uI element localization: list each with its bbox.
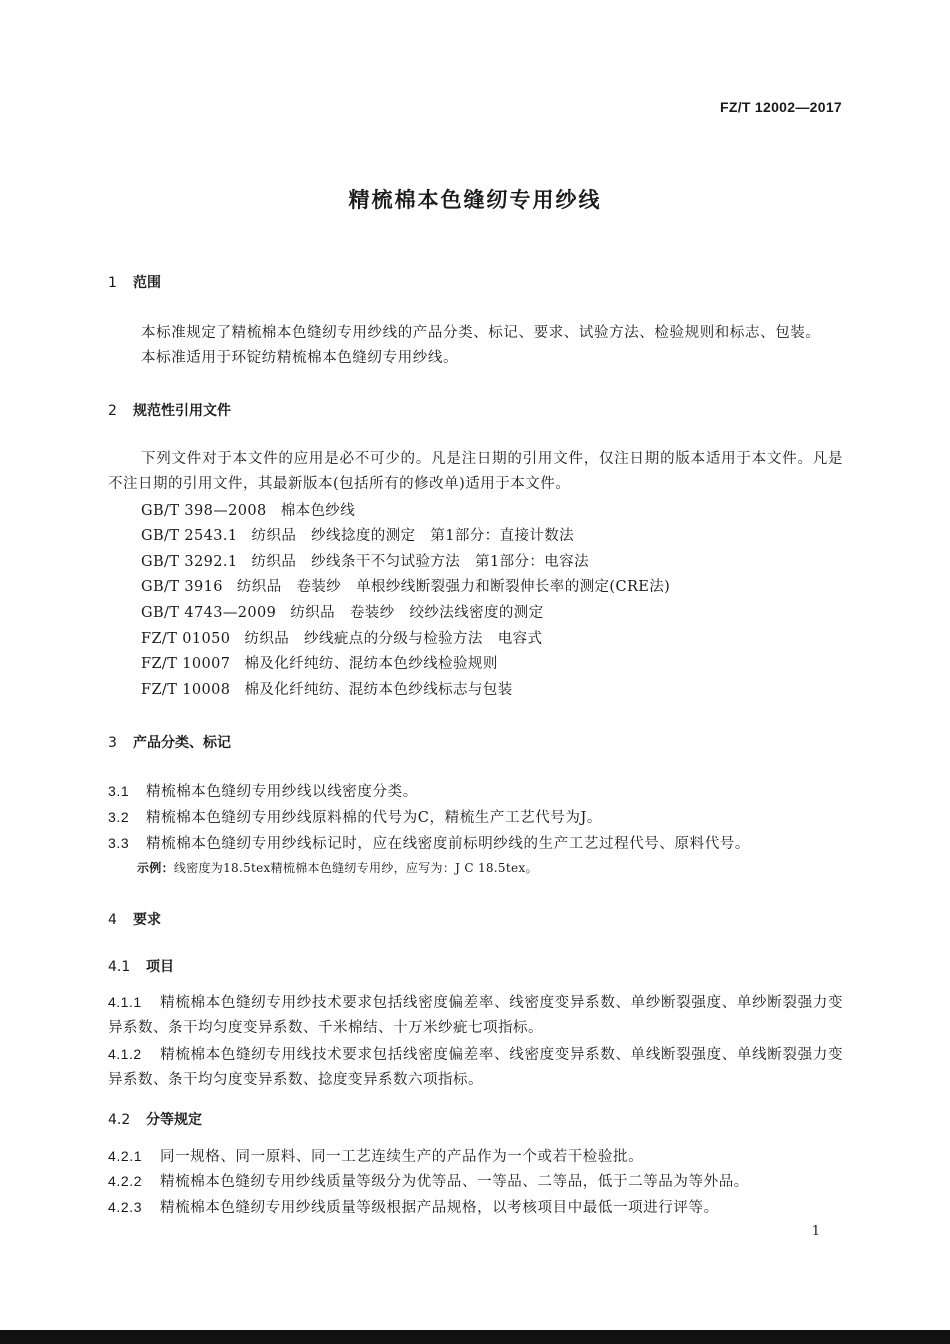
subsection-number: 4.2 — [108, 1112, 131, 1128]
example-note — [137, 859, 538, 876]
clause-text: 同一规格、同一原料、同一工艺连续生产的产品作为一个或若干检验批。 — [160, 1149, 644, 1165]
section-title: 规范性引用文件 — [133, 403, 231, 419]
clause-item — [108, 1042, 843, 1093]
reference-item — [141, 601, 544, 622]
subsection-4-1-heading — [108, 956, 174, 976]
section-1-heading — [108, 272, 161, 292]
clause-text: 精梳棉本色缝纫专用纱线以线密度分类。 — [146, 784, 418, 800]
section-number: 2 — [108, 403, 117, 419]
reference-title: 纺织品 卷装纱 单根纱线断裂强力和断裂伸长率的测定(CRE法) — [236, 579, 671, 595]
reference-code: GB/T 3292.1 — [141, 554, 238, 570]
clause-text: 精梳棉本色缝纫专用纱线质量等级分为优等品、一等品、二等品，低于二等品为等外品。 — [160, 1174, 749, 1190]
paragraph: 下列文件对于本文件的应用是必不可少的。凡是注日期的引用文件，仅注日期的版本适用于本文件。凡是不注日期的引用文件，其最新版本(包括所有的修改单)适用于本文件。 — [108, 451, 843, 492]
clause-number: 4.2.2 — [108, 1173, 143, 1189]
clause-number: 4.2.1 — [108, 1148, 143, 1164]
example-label: 示例： — [137, 861, 174, 875]
clause-item — [108, 1145, 643, 1166]
clause-number: 4.2.3 — [108, 1199, 143, 1215]
clause-text: 精梳棉本色缝纫专用纱线质量等级根据产品规格，以考核项目中最低一项进行评等。 — [160, 1200, 719, 1216]
clause-text: 精梳棉本色缝纫专用线技术要求包括线密度偏差率、线密度变异系数、单线断裂强度、单线断裂强力变异系数、条干均匀度变异系数、捻度变异系数六项指标。 — [108, 1047, 843, 1088]
scan-edge-bar — [0, 1330, 950, 1344]
subsection-title: 分等规定 — [146, 1112, 202, 1128]
page-number: 1 — [811, 1224, 820, 1239]
reference-item — [141, 499, 355, 520]
reference-item — [141, 575, 670, 596]
reference-title: 纺织品 卷装纱 绞纱法线密度的测定 — [290, 605, 544, 621]
section-number: 1 — [108, 275, 117, 291]
clause-text: 精梳棉本色缝纫专用纱线原料棉的代号为C，精梳生产工艺代号为J。 — [146, 810, 603, 826]
paragraph: 本标准适用于环锭纺精梳棉本色缝纫专用纱线。 — [141, 350, 459, 366]
subsection-number: 4.1 — [108, 959, 131, 975]
clause-item — [108, 1196, 719, 1217]
clause-number: 4.1.1 — [108, 994, 142, 1010]
clause-item — [108, 990, 843, 1041]
reference-code: FZ/T 10008 — [141, 682, 231, 698]
subsection-4-2-heading — [108, 1109, 202, 1129]
reference-code: GB/T 4743—2009 — [141, 605, 277, 621]
section-2-heading — [108, 400, 231, 420]
clause-number: 3.2 — [108, 809, 130, 825]
reference-code: FZ/T 01050 — [141, 631, 231, 647]
paragraph: 本标准规定了精梳棉本色缝纫专用纱线的产品分类、标记、要求、试验方法、检验规则和标志、包装。 — [141, 325, 821, 341]
reference-item — [141, 652, 498, 673]
clause-item — [108, 806, 602, 827]
reference-code: GB/T 398—2008 — [141, 503, 267, 519]
reference-item — [141, 524, 574, 545]
clause-number: 3.1 — [108, 783, 130, 799]
clause-item — [108, 780, 418, 801]
reference-title: 棉及化纤纯纺、混纺本色纱线标志与包装 — [244, 682, 513, 698]
clause-number: 4.1.2 — [108, 1046, 142, 1062]
reference-code: FZ/T 10007 — [141, 656, 231, 672]
reference-item — [141, 550, 589, 571]
reference-code: GB/T 3916 — [141, 579, 223, 595]
section-title: 范围 — [133, 275, 161, 291]
reference-title: 纺织品 纱线疵点的分级与检验方法 电容式 — [244, 631, 543, 647]
document-title: 精梳棉本色缝纫专用纱线 — [348, 188, 602, 212]
section-number: 3 — [108, 735, 117, 751]
clause-text: 精梳棉本色缝纫专用纱线标记时，应在线密度前标明纱线的生产工艺过程代号、原料代号。 — [146, 836, 750, 852]
clause-item — [108, 832, 750, 853]
section-3-heading — [108, 732, 231, 752]
reference-code: GB/T 2543.1 — [141, 528, 238, 544]
subsection-title: 项目 — [146, 959, 174, 975]
section-number: 4 — [108, 912, 117, 928]
section-title: 要求 — [133, 912, 161, 928]
reference-title: 棉及化纤纯纺、混纺本色纱线检验规则 — [244, 656, 498, 672]
reference-title: 纺织品 纱线条干不匀试验方法 第1部分：电容法 — [251, 554, 589, 570]
clause-text: 精梳棉本色缝纫专用纱技术要求包括线密度偏差率、线密度变异系数、单纱断裂强度、单纱断裂强力变异系数、条干均匀度变异系数、千米棉结、十万米纱疵七项指标。 — [108, 995, 843, 1036]
example-text: 线密度为18.5tex精梳棉本色缝纫专用纱，应写为：J C 18.5tex。 — [173, 861, 538, 875]
section-4-heading — [108, 909, 161, 929]
standard-code: FZ/T 12002—2017 — [719, 99, 842, 115]
section-title: 产品分类、标记 — [133, 735, 231, 751]
reference-item — [141, 627, 542, 648]
reference-item — [141, 678, 513, 699]
clause-number: 3.3 — [108, 835, 130, 851]
reference-title: 棉本色纱线 — [280, 503, 356, 519]
clause-item — [108, 1170, 749, 1191]
reference-title: 纺织品 纱线捻度的测定 第1部分：直接计数法 — [251, 528, 575, 544]
